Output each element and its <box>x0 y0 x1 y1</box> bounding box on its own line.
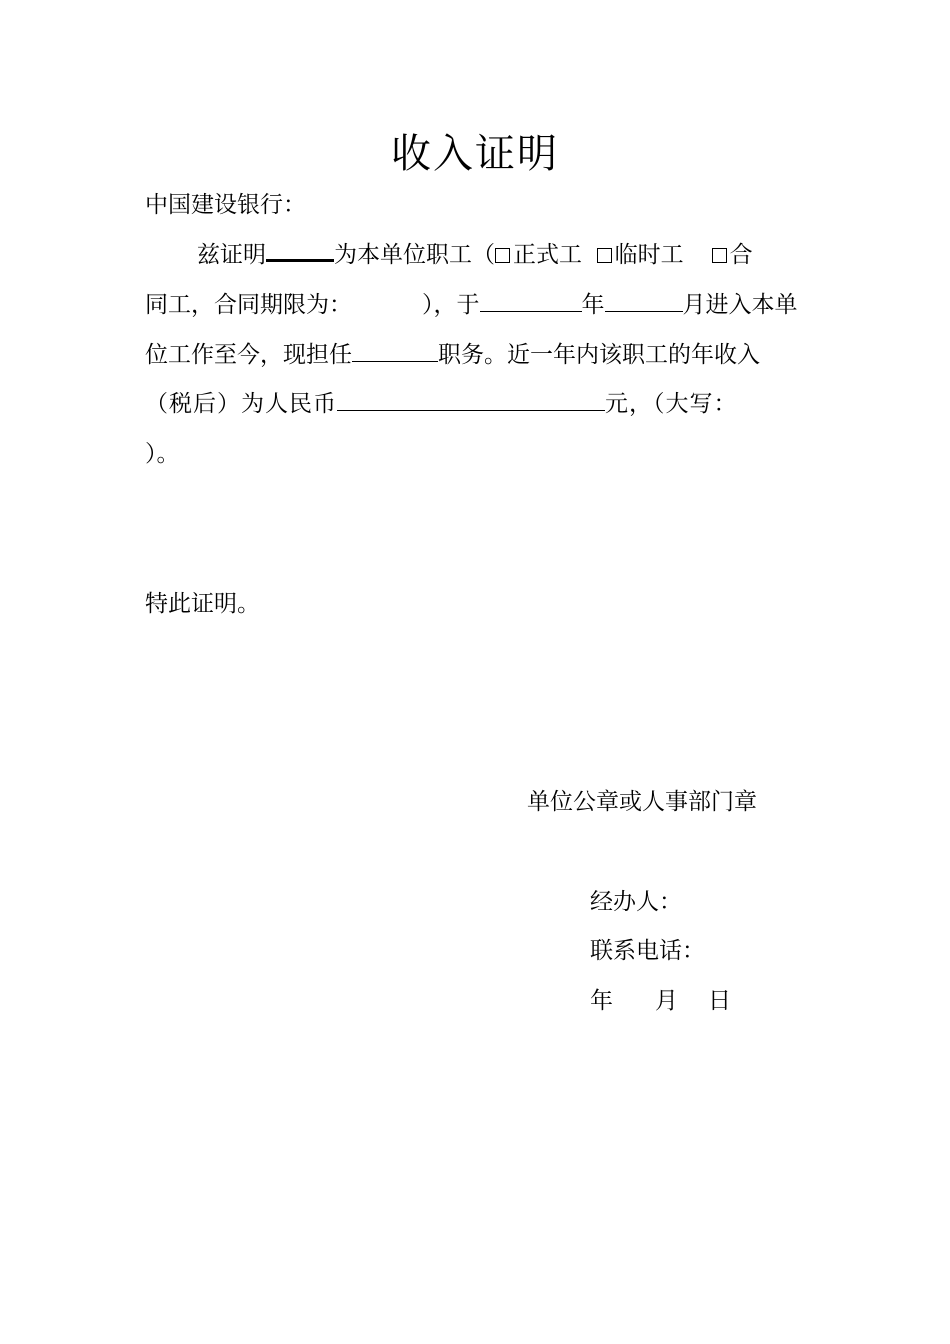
temporary-checkbox-icon[interactable] <box>597 248 612 263</box>
phone-label: 联系电话： <box>590 938 705 964</box>
body-line-2 <box>145 286 798 319</box>
employee-name-blank[interactable] <box>266 241 334 262</box>
income-label: （税后）为人民币 <box>145 391 337 417</box>
body-line-1 <box>197 236 753 269</box>
join-year-blank[interactable] <box>480 293 582 312</box>
income-unit-text: 元，（大写： <box>605 391 738 417</box>
date-line <box>590 982 731 1015</box>
date-day: 日 <box>708 988 731 1014</box>
join-month-blank[interactable] <box>605 293 683 312</box>
position-text: 位工作至今，现担任 <box>145 342 352 368</box>
income-intro-text: 职务。近一年内该职工的年收入 <box>438 342 760 368</box>
body-intro-text: 兹证明 <box>197 242 266 268</box>
date-month: 月 <box>655 988 678 1014</box>
option-contract-label-part1: 合 <box>729 242 753 268</box>
body-employee-text: 为本单位职工（ <box>334 242 495 268</box>
option-temporary-label: 临时工 <box>614 242 684 268</box>
income-amount-blank[interactable] <box>337 392 605 411</box>
option-contract-label-part2: 同工，合同期限为： <box>145 292 352 318</box>
option-formal-label: 正式工 <box>513 242 582 268</box>
formal-checkbox-icon[interactable] <box>495 248 510 263</box>
body-line-5: ）。 <box>145 441 180 467</box>
body-line-4 <box>145 385 738 418</box>
addressee: 中国建设银行： <box>145 192 306 218</box>
contract-checkbox-icon[interactable] <box>712 248 727 263</box>
joined-text: ），于 <box>422 292 480 318</box>
position-blank[interactable] <box>352 343 438 362</box>
month-entry-text: 月进入本单 <box>682 292 798 318</box>
handler-label: 经办人： <box>590 889 682 915</box>
seal-label: 单位公章或人事部门章 <box>527 789 757 815</box>
body-line-3 <box>145 336 760 369</box>
date-year: 年 <box>590 988 613 1014</box>
document-title: 收入证明 <box>391 131 559 177</box>
closing-text: 特此证明。 <box>145 591 260 617</box>
year-label: 年 <box>581 292 605 318</box>
